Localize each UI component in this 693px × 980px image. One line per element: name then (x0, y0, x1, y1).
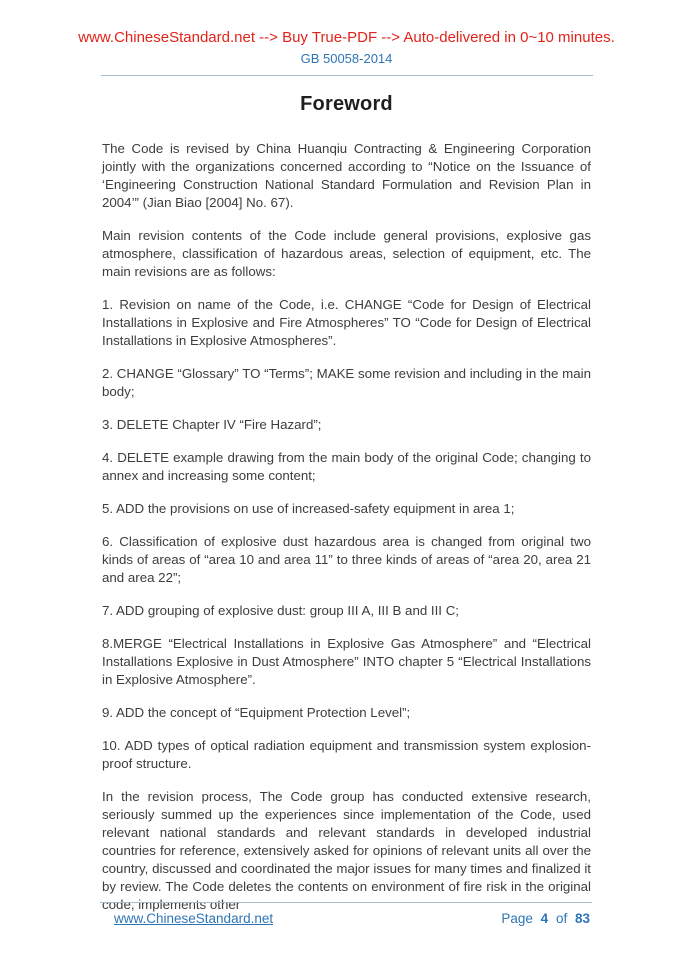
paragraph: 5. ADD the provisions on use of increased-safety equipment in area 1; (102, 501, 515, 516)
paragraph: 1. Revision on name of the Code, i.e. CHANGE “Code for Design of Electrical Installations in Explosive and Fire Atmospheres” TO “Code for Design of Electrical Installations in Explosive Atmospheres”. (102, 297, 591, 348)
paragraph: 2. CHANGE “Glossary” TO “Terms”; MAKE some revision and including in the main body; (102, 366, 591, 399)
footer (100, 902, 592, 926)
paragraph: 8.MERGE “Electrical Installations in Explosive Gas Atmosphere” and “Electrical Installations Explosive in Dust Atmosphere” INTO chapter 5 “Electrical Installations in Explosive Atmosphere”. (102, 636, 591, 687)
document-body (102, 140, 591, 914)
page-label: Page (501, 911, 533, 926)
paragraph: 7. ADD grouping of explosive dust: group III A, III B and III C; (102, 603, 459, 618)
page-indicator (501, 911, 590, 926)
paragraph: The Code is revised by China Huanqiu Contracting & Engineering Corporation jointly with the organizations concerned according to “Notice on the Issuance of ‘Engineering Construction National Standard Formulation and Revision Plan in 2004’” (Jian Biao [2004] No. 67). (102, 141, 591, 210)
page-title: Foreword (300, 93, 393, 115)
promo-banner-link[interactable]: www.ChineseStandard.net --> Buy True-PDF --> Auto-delivered in 0~10 minutes. (78, 29, 615, 46)
paragraph: 9. ADD the concept of “Equipment Protection Level”; (102, 705, 411, 720)
paragraph: In the revision process, The Code group has conducted extensive research, seriously summed up the experiences since implementation of the Code, used relevant national standards and relevant standards in developed industrial countries for reference, extensively asked for opinions of relevant units all over the country, discussed and coordinated the major issues for many times and finalized it by review. The Code deletes the contents on environment of fire risk in the original code, implements other (102, 789, 591, 912)
page-number: 4 (540, 911, 549, 926)
paragraph: 10. ADD types of optical radiation equipment and transmission system explosion-proof structure. (102, 738, 591, 771)
standard-code: GB 50058-2014 (300, 51, 393, 66)
total-pages: 83 (574, 911, 590, 926)
paragraph: Main revision contents of the Code include general provisions, explosive gas atmosphere, classification of hazardous areas, selection of equipment, etc. The main revisions are as follows: (102, 228, 591, 279)
header-divider (101, 75, 593, 76)
footer-site-link[interactable]: www.ChineseStandard.net (114, 911, 274, 926)
paragraph: 4. DELETE example drawing from the main body of the original Code; changing to annex and increasing some content; (102, 450, 591, 483)
paragraph: 3. DELETE Chapter IV “Fire Hazard”; (102, 417, 322, 432)
of-label: of (555, 911, 568, 926)
paragraph: 6. Classification of explosive dust hazardous area is changed from original two kinds of areas of “area 10 and area 11” to three kinds of areas of “area 20, area 21 and area 22”; (102, 534, 591, 585)
